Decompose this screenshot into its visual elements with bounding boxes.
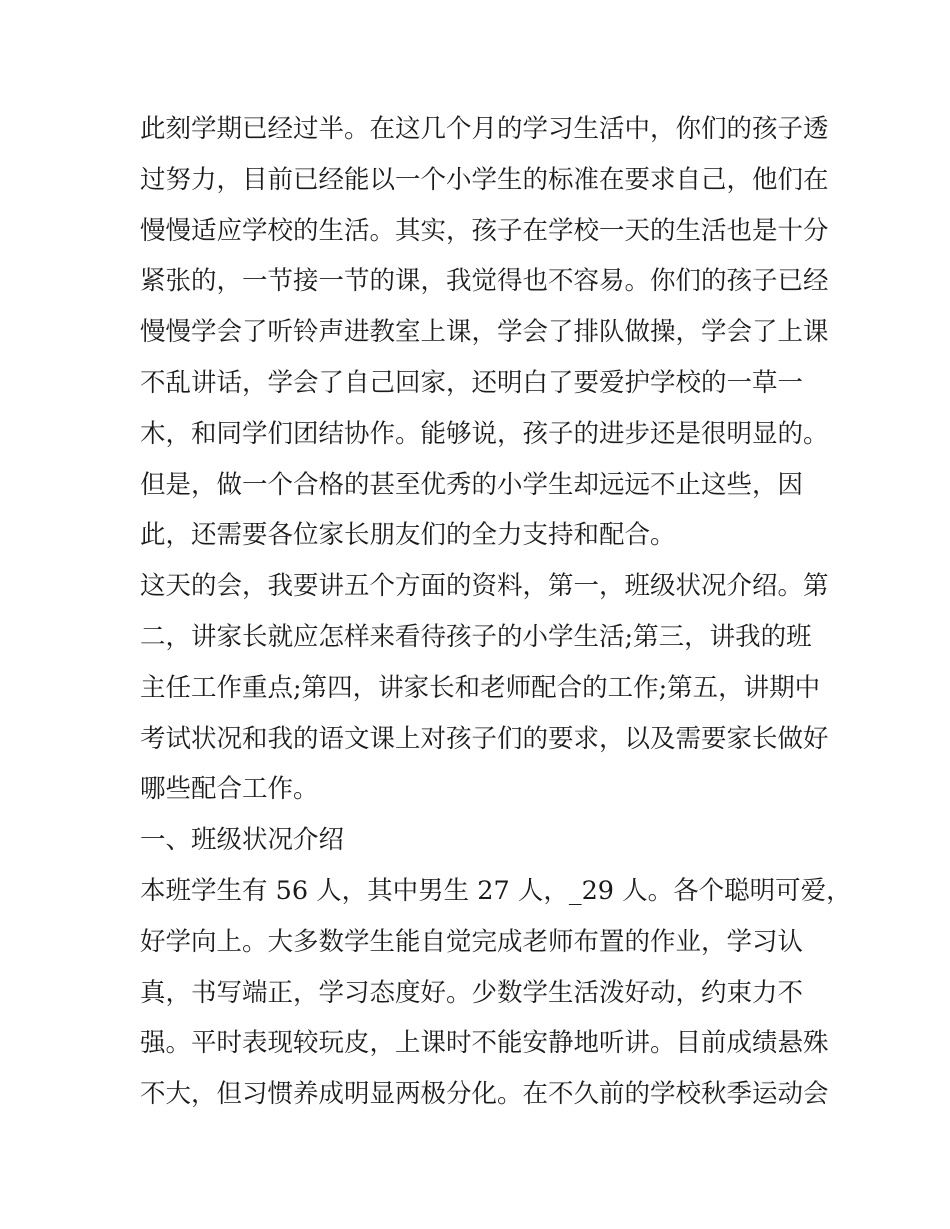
paragraph-intro: [140, 104, 829, 561]
text-line: 考试状况和我的语文课上对孩子们的要求，以及需要家长做好: [140, 723, 829, 754]
text-line: 本班学生有 56 人，其中男生 27 人，_29 人。各个聪明可爱，: [140, 875, 852, 906]
text-line: 强。平时表现较玩皮，上课时不能安静地听讲。目前成绩悬殊: [140, 1028, 829, 1059]
text-line: 二，讲家长就应怎样来看待孩子的小学生活;第三，讲我的班: [140, 621, 812, 652]
text-line: 好学向上。大多数学生能自觉完成老师布置的作业，学习认: [140, 926, 804, 957]
text-line: 过努力，目前已经能以一个小学生的标准在要求自己，他们在: [140, 164, 829, 195]
text-line: 不大，但习惯养成明显两极分化。在不久前的学校秋季运动会: [140, 1079, 829, 1110]
document-page: [140, 104, 852, 1120]
section-heading: [140, 815, 820, 866]
text-line: 不乱讲话，学会了自己回家，还明白了要爱护学校的一草一: [140, 367, 804, 398]
text-line: 此，还需要各位家长朋友们的全力支持和配合。: [140, 520, 676, 551]
text-line: 主任工作重点;第四，讲家长和老师配合的工作;第五，讲期中: [140, 672, 821, 703]
text-line: 紧张的，一节接一节的课，我觉得也不容易。你们的孩子已经: [140, 266, 829, 297]
text-line: 这天的会，我要讲五个方面的资料，第一，班级状况介绍。第: [140, 571, 829, 602]
text-line: 此刻学期已经过半。在这几个月的学习生活中，你们的孩子透: [140, 114, 829, 144]
paragraph-agenda: [140, 561, 829, 815]
text-line: 但是，做一个合格的甚至优秀的小学生却远远不止这些，因: [140, 469, 804, 500]
paragraph-class-info: [140, 866, 852, 1120]
text-line: 慢慢学会了听铃声进教室上课，学会了排队做操，学会了上课: [140, 317, 829, 348]
text-line: 真，书写端正，学习态度好。少数学生活泼好动，约束力不: [140, 977, 804, 1008]
text-line: 木，和同学们团结协作。能够说，孩子的进步还是很明显的。: [140, 418, 829, 449]
heading-line: 一、班级状况介绍: [140, 825, 345, 856]
text-line: 慢慢适应学校的生活。其实，孩子在学校一天的生活也是十分: [140, 215, 829, 246]
text-line: 哪些配合工作。: [140, 774, 319, 805]
